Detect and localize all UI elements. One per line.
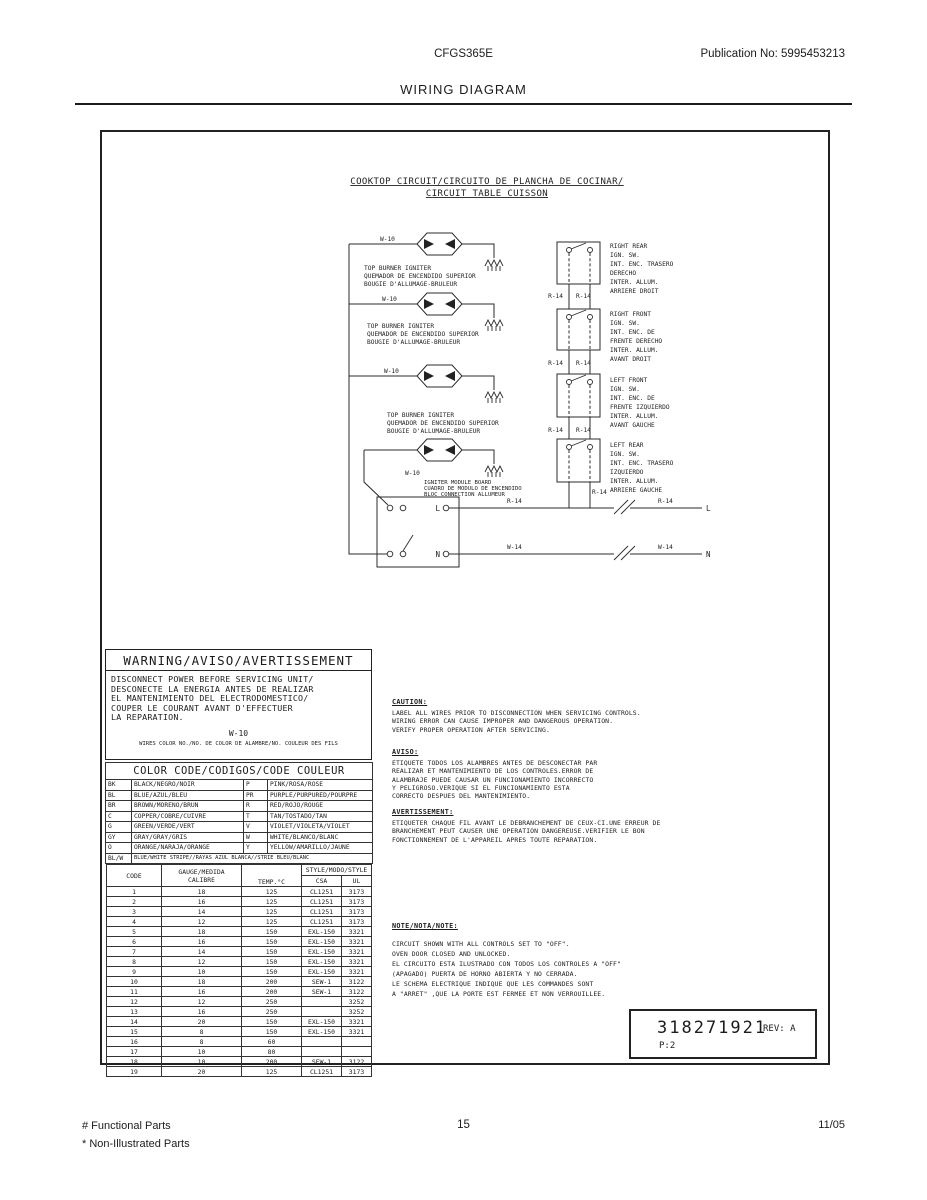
note-heading: NOTE/NOTA/NOTE: <box>392 922 458 930</box>
note-line: (APAGADO) PUERTA DE HORNO ABIERTA Y NO CERRADA. <box>392 970 578 978</box>
gauge-cell: CL1251 <box>302 897 342 907</box>
avertissement-line: FONCTIONNEMENT DE L'APPAREIL APRES TOUTE REPARATION. <box>392 835 598 844</box>
gauge-cell: 14 <box>162 907 242 917</box>
switch4-label: IGN. SW. <box>610 451 640 458</box>
color-row <box>106 822 373 833</box>
color-cell: BL/W <box>106 853 132 864</box>
wire-label: R-14 <box>548 427 563 434</box>
switch3-label: FRENTE IZQUIERDO <box>610 404 670 411</box>
wire-label: R-14 <box>576 293 591 300</box>
igniter1-label: QUEMADOR DE ENCENDIDO SUPERIOR <box>364 273 476 280</box>
color-cell: GRAY/GRAY/GRIS <box>132 832 244 843</box>
warning-box <box>105 649 372 760</box>
gauge-header-temp: TEMP.°C <box>242 865 302 887</box>
gauge-header-csa: CSA <box>302 876 342 887</box>
gauge-cell: 3252 <box>342 997 372 1007</box>
circuit-title-line1: COOKTOP CIRCUIT/CIRCUITO DE PLANCHA DE COCINAR/ <box>350 177 624 187</box>
gauge-cell: 125 <box>242 917 302 927</box>
header-rule <box>75 103 852 105</box>
gauge-table-body <box>107 887 372 1077</box>
gauge-row <box>107 977 372 987</box>
warning-title: WARNING/AVISO/AVERTISSEMENT <box>106 650 371 671</box>
switch3-label: LEFT FRONT <box>610 377 648 384</box>
switch1-label: DERECHO <box>610 270 637 277</box>
ignition-switch-left-rear <box>557 439 600 482</box>
gauge-cell: 10 <box>107 977 162 987</box>
gauge-cell: 1 <box>107 887 162 897</box>
gauge-cell: 18 <box>162 927 242 937</box>
color-code-table <box>105 762 373 864</box>
aviso-line: ALAMBRAJE PUEDE CAUSAR UN FUNCIONAMIENTO INCORRECTO <box>392 775 594 784</box>
module-label: CUADRO DE MODULO DE ENCENDIDO <box>424 486 522 492</box>
gauge-cell: 150 <box>242 967 302 977</box>
gauge-cell: 13 <box>107 1007 162 1017</box>
terminal-neutral-label: N <box>435 550 440 559</box>
color-row <box>106 801 373 812</box>
color-cell: G <box>106 822 132 833</box>
note-line: LE SCHEMA ELECTRIQUE INDIQUE QUE LES COMMANDES SONT <box>392 980 594 988</box>
diagram-frame <box>100 130 830 1076</box>
color-cell: P <box>244 780 268 791</box>
color-cell: TAN/TOSTADO/TAN <box>268 811 373 822</box>
spark-electrode-icon <box>485 260 503 271</box>
gauge-cell: 10 <box>162 1057 242 1067</box>
gauge-cell: 20 <box>162 1067 242 1077</box>
color-cell: BLACK/NEGRO/NOIR <box>132 780 244 791</box>
wire-label: R-14 <box>548 293 563 300</box>
neutral-bus-wire <box>349 244 387 554</box>
wire-label: W-14 <box>507 544 522 551</box>
wire-label: R-14 <box>507 498 522 505</box>
color-row <box>106 780 373 791</box>
caution-heading: CAUTION: <box>392 698 428 706</box>
avertissement-line: ETIQUETER CHAQUE FIL AVANT LE DEBRANCHEMENT DE CEUX-CI.UNE ERREUR DE <box>392 819 661 827</box>
gauge-table <box>106 864 372 1077</box>
gauge-row <box>107 997 372 1007</box>
aviso-line: ETIQUETE TODOS LOS ALAMBRES ANTES DE DESCONECTAR PAR <box>392 759 598 767</box>
color-code-title-row <box>106 763 373 780</box>
gauge-cell: 14 <box>107 1017 162 1027</box>
color-row <box>106 790 373 801</box>
gauge-cell: 3252 <box>342 1007 372 1017</box>
color-cell: RED/ROJO/ROUGE <box>268 801 373 812</box>
part-number-box <box>629 1009 817 1059</box>
switch1-label: RIGHT REAR <box>610 243 648 250</box>
gauge-cell <box>302 1037 342 1047</box>
gauge-row <box>107 927 372 937</box>
gauge-cell: CL1251 <box>302 917 342 927</box>
warning-line: DISCONNECT POWER BEFORE SERVICING UNIT/ <box>111 674 314 684</box>
gauge-cell: 3321 <box>342 947 372 957</box>
switch2-label: INTER. ALLUM. <box>610 347 659 354</box>
terminal-line-label: L <box>435 504 440 513</box>
gauge-row <box>107 957 372 967</box>
note-line: A "ARRET" ,QUE LA PORTE EST FERMEE ET NON VERROUILLEE. <box>392 990 606 998</box>
switch1-label: ARRIERE DROIT <box>610 288 659 295</box>
note-line: OVEN DOOR CLOSED AND UNLOCKED. <box>392 950 511 958</box>
gauge-cell: 3173 <box>342 1067 372 1077</box>
gauge-cell: EXL-150 <box>302 1017 342 1027</box>
gauge-cell: 3122 <box>342 977 372 987</box>
color-cell: BROWN/MORENO/BRUN <box>132 801 244 812</box>
gauge-row <box>107 1017 372 1027</box>
gauge-cell: 150 <box>242 937 302 947</box>
gauge-row <box>107 1027 372 1037</box>
warning-line: COUPER LE COURANT AVANT D'EFFECTUER <box>111 702 293 713</box>
switch1-label: IGN. SW. <box>610 252 640 259</box>
igniter3-label: BOUGIE D'ALLUMAGE-BRULEUR <box>387 428 481 435</box>
gauge-cell: 3321 <box>342 937 372 947</box>
color-cell: VIOLET/VIOLETA/VIOLET <box>268 822 373 833</box>
gauge-cell: 9 <box>107 967 162 977</box>
wire-label: W-10 <box>405 470 420 477</box>
color-cell: YELLOW/AMARILLO/JAUNE <box>268 843 373 854</box>
warning-line: DESCONECTE LA ENERGIA ANTES DE REALIZAR <box>111 683 314 694</box>
gauge-cell: 8 <box>162 1027 242 1037</box>
wire-label: R-14 <box>658 498 673 505</box>
gauge-cell <box>302 1007 342 1017</box>
aviso-line: Y PELIGROSO.VERIQUE SI EL FUNCIONAMIENTO ESTA <box>392 783 570 792</box>
gauge-cell: EXL-150 <box>302 967 342 977</box>
gauge-cell <box>342 1047 372 1057</box>
gauge-cell: EXL-150 <box>302 957 342 967</box>
part-page: P:2 <box>659 1041 676 1051</box>
gauge-cell: 17 <box>107 1047 162 1057</box>
color-stripe-row <box>106 853 373 864</box>
aviso-notice <box>392 748 727 800</box>
note-notice <box>392 922 727 999</box>
gauge-row <box>107 1007 372 1017</box>
gauge-header-style: STYLE/MODO/STYLE <box>302 865 372 876</box>
footer-non-illustrated-parts: * Non-Illustrated Parts <box>82 1138 190 1150</box>
switch4-label: INT. ENC. TRASERO <box>610 460 674 467</box>
gauge-cell: 10 <box>162 1047 242 1057</box>
gauge-row <box>107 1067 372 1077</box>
spark-electrode-icon <box>485 466 503 477</box>
gauge-cell: 3122 <box>342 987 372 997</box>
gauge-cell: 3173 <box>342 917 372 927</box>
neutral-out-label: N <box>706 550 711 559</box>
color-cell: GREEN/VERDE/VERT <box>132 822 244 833</box>
gauge-row <box>107 1047 372 1057</box>
color-cell: PR <box>244 790 268 801</box>
gauge-cell: 12 <box>162 997 242 1007</box>
part-revision: REV: A <box>763 1024 796 1034</box>
color-cell: BLUE/AZUL/BLEU <box>132 790 244 801</box>
wire-label: W-14 <box>658 544 673 551</box>
igniter2-label: QUEMADOR DE ENCENDIDO SUPERIOR <box>367 331 479 338</box>
gauge-cell: 150 <box>242 957 302 967</box>
gauge-cell: 250 <box>242 997 302 1007</box>
page-title: WIRING DIAGRAM <box>400 82 527 97</box>
gauge-cell: EXL-150 <box>302 1027 342 1037</box>
gauge-row <box>107 947 372 957</box>
igniter1-label: BOUGIE D'ALLUMAGE-BRULEUR <box>364 281 458 288</box>
color-cell: PINK/ROSA/ROSE <box>268 780 373 791</box>
warning-body <box>106 671 371 723</box>
color-cell: BLUE/WHITE STRIPE//RAYAS AZUL BLANCA//STRIE BLEU/BLANC <box>132 853 373 864</box>
caution-line: WIRING ERROR CAN CAUSE IMPROPER AND DANGEROUS OPERATION. <box>392 717 614 726</box>
gauge-cell: 3173 <box>342 887 372 897</box>
gauge-cell: 12 <box>107 997 162 1007</box>
gauge-cell: 3173 <box>342 907 372 917</box>
color-cell: T <box>244 811 268 822</box>
gauge-cell: 150 <box>242 947 302 957</box>
color-cell: COPPER/COBRE/CUIVRE <box>132 811 244 822</box>
avertissement-notice <box>392 808 727 844</box>
color-cell: WHITE/BLANCO/BLANC <box>268 832 373 843</box>
gauge-cell: 10 <box>162 967 242 977</box>
switch3-label: INT. ENC. DE <box>610 395 655 402</box>
gauge-cell: 150 <box>242 1027 302 1037</box>
gauge-cell: 8 <box>107 957 162 967</box>
color-cell: BR <box>106 801 132 812</box>
gauge-cell: 3321 <box>342 1027 372 1037</box>
gauge-cell: SEW-1 <box>302 1057 342 1067</box>
note-line: EL CIRCUITO ESTA ILUSTRADO CON TODOS LOS CONTROLES A "OFF" <box>392 960 621 968</box>
module-label: BLOC CONNECTION ALLUMEUR <box>424 492 505 498</box>
gauge-cell: 150 <box>242 1017 302 1027</box>
gauge-cell: 3 <box>107 907 162 917</box>
gauge-cell: 3321 <box>342 967 372 977</box>
model-number: CFGS365E <box>434 48 493 60</box>
warning-line: EL MANTENIMIENTO DEL ELECTRODOMESTICO/ <box>111 693 309 704</box>
wire-label: W-10 <box>382 296 397 303</box>
switch4-label: INTER. ALLUM. <box>610 478 659 485</box>
gauge-cell: EXL-150 <box>302 927 342 937</box>
gauge-cell <box>342 1037 372 1047</box>
gauge-cell: 16 <box>162 897 242 907</box>
gauge-cell: 16 <box>162 937 242 947</box>
gauge-header-gauge-line1: GAUGE/MEDIDA <box>178 867 225 876</box>
gauge-cell: 20 <box>162 1017 242 1027</box>
color-code-title: COLOR CODE/CODIGOS/CODE COULEUR <box>106 763 373 780</box>
ignition-switch-left-front <box>557 374 600 417</box>
gauge-cell: 3321 <box>342 1017 372 1027</box>
gauge-cell: SEW-1 <box>302 977 342 987</box>
gauge-cell: 2 <box>107 897 162 907</box>
wire-code-note: WIRES COLOR NO./NO. DE COLOR DE ALAMBRE/NO. COULEUR DES FILS <box>139 740 338 747</box>
switch4-label: IZQUIERDO <box>610 469 644 476</box>
color-cell: BK <box>106 780 132 791</box>
gauge-header-row <box>107 865 372 876</box>
switch4-label: LEFT REAR <box>610 442 644 449</box>
switch2-label: RIGHT FRONT <box>610 311 651 318</box>
color-cell: PURPLE/PURPURED/POURPRE <box>268 790 373 801</box>
igniter3-label: TOP BURNER IGNITER <box>387 412 455 419</box>
caution-line: LABEL ALL WIRES PRIOR TO DISCONNECTION WHEN SERVICING CONTROLS. <box>392 709 641 717</box>
gauge-header-code: CODE <box>107 865 162 887</box>
gauge-cell: 125 <box>242 1067 302 1077</box>
switch2-label: FRENTE DERECHO <box>610 338 663 345</box>
gauge-row <box>107 887 372 897</box>
color-cell: Y <box>244 843 268 854</box>
igniter-module-board <box>377 497 459 567</box>
color-cell: V <box>244 822 268 833</box>
color-cell: R <box>244 801 268 812</box>
switch2-label: AVANT DROIT <box>610 356 651 363</box>
gauge-cell: 125 <box>242 887 302 897</box>
color-row <box>106 811 373 822</box>
aviso-line: REALIZAR ET MANTENIMIENTO DE LOS CONTROLES.ERROR DE <box>392 767 594 776</box>
igniter2-label: TOP BURNER IGNITER <box>367 323 435 330</box>
gauge-cell: 4 <box>107 917 162 927</box>
wire-label: W-10 <box>384 368 399 375</box>
gauge-cell: 5 <box>107 927 162 937</box>
gauge-cell <box>302 997 342 1007</box>
spark-electrode-icon <box>485 392 503 403</box>
gauge-cell: 200 <box>242 977 302 987</box>
gauge-cell: CL1251 <box>302 907 342 917</box>
gauge-cell: 7 <box>107 947 162 957</box>
gauge-header-gauge <box>162 865 242 887</box>
switch3-label: AVANT GAUCHE <box>610 422 655 429</box>
switch2-label: IGN. SW. <box>610 320 640 327</box>
gauge-cell <box>302 1047 342 1057</box>
color-cell: W <box>244 832 268 843</box>
gauge-cell: 18 <box>162 977 242 987</box>
gauge-row <box>107 897 372 907</box>
gauge-row <box>107 1057 372 1067</box>
switch1-label: INTER. ALLUM. <box>610 279 659 286</box>
warning-line: LA REPARATION. <box>111 712 184 723</box>
gauge-cell: 12 <box>162 957 242 967</box>
line-out-label: L <box>706 504 711 513</box>
wire-break-icon <box>614 500 635 514</box>
gauge-cell: 60 <box>242 1037 302 1047</box>
gauge-cell: EXL-150 <box>302 947 342 957</box>
gauge-cell: 15 <box>107 1027 162 1037</box>
switch2-label: INT. ENC. DE <box>610 329 655 336</box>
wire-label: R-14 <box>592 489 607 496</box>
caution-line: VERIFY PROPER OPERATION AFTER SERVICING. <box>392 725 550 734</box>
gauge-cell: CL1251 <box>302 887 342 897</box>
gauge-cell: 250 <box>242 1007 302 1017</box>
aviso-line: CORRECTO DESPUES DEL MANTENIMIENTO. <box>392 792 531 801</box>
wire-label: W-10 <box>380 236 395 243</box>
switch3-label: IGN. SW. <box>610 386 640 393</box>
wire-break-icon <box>614 546 635 560</box>
gauge-row <box>107 917 372 927</box>
color-row <box>106 832 373 843</box>
gauge-row <box>107 937 372 947</box>
gauge-cell: 6 <box>107 937 162 947</box>
spark-electrode-icon <box>485 320 503 331</box>
gauge-cell: 12 <box>162 917 242 927</box>
gauge-cell: 3321 <box>342 927 372 937</box>
gauge-cell: 18 <box>162 887 242 897</box>
gauge-row <box>107 907 372 917</box>
gauge-cell: 14 <box>162 947 242 957</box>
gauge-cell: 11 <box>107 987 162 997</box>
switch1-label: INT. ENC. TRASERO <box>610 261 674 268</box>
gauge-cell: 125 <box>242 897 302 907</box>
footer-date: 11/05 <box>818 1119 845 1131</box>
footer-functional-parts: # Functional Parts <box>82 1120 171 1132</box>
color-cell: C <box>106 811 132 822</box>
gauge-header-gauge-line2: CALIBRE <box>188 875 215 884</box>
gauge-header-ul: UL <box>342 876 372 887</box>
caution-notice <box>392 698 727 734</box>
page-number: 15 <box>457 1119 470 1131</box>
gauge-cell: 3321 <box>342 957 372 967</box>
part-number: 318271921 <box>657 1018 768 1038</box>
ignition-switch-right-front <box>557 309 600 350</box>
wire-label: R-14 <box>548 360 563 367</box>
gauge-cell: 150 <box>242 927 302 937</box>
gauge-cell: 16 <box>162 987 242 997</box>
gauge-cell: 80 <box>242 1047 302 1057</box>
gauge-cell: 3173 <box>342 897 372 907</box>
gauge-cell: 200 <box>242 1057 302 1067</box>
igniter-symbol-4 <box>364 439 503 477</box>
wire-label: R-14 <box>576 360 591 367</box>
switch3-label: INTER. ALLUM. <box>610 413 659 420</box>
color-cell: GY <box>106 832 132 843</box>
color-row <box>106 843 373 854</box>
circuit-title-line2: CIRCUIT TABLE CUISSON <box>425 189 549 199</box>
igniter1-label: TOP BURNER IGNITER <box>364 265 432 272</box>
igniter-symbol-3 <box>349 365 503 403</box>
publication-number: Publication No: 5995453213 <box>700 48 845 60</box>
color-cell: O <box>106 843 132 854</box>
gauge-cell: EXL-150 <box>302 937 342 947</box>
color-code-body <box>106 780 373 854</box>
gauge-row <box>107 1037 372 1047</box>
module-label: IGNITER MODULE BOARD <box>424 480 492 486</box>
avertissement-line: BRANCHEMENT PEUT CAUSER UNE OPERATION DANGEREUSE.VERIFIER LE BON <box>392 827 645 836</box>
ignition-switch-right-rear <box>557 242 600 284</box>
igniter2-label: BOUGIE D'ALLUMAGE-BRULEUR <box>367 339 461 346</box>
avertissement-heading: AVERTISSEMENT: <box>392 808 454 816</box>
aviso-heading: AVISO: <box>392 748 419 756</box>
gauge-cell: 125 <box>242 907 302 917</box>
wire-code-example: W-10 <box>228 728 249 738</box>
wire-label: R-14 <box>576 427 591 434</box>
gauge-row <box>107 987 372 997</box>
gauge-cell: 16 <box>162 1007 242 1017</box>
gauge-cell: CL1251 <box>302 1067 342 1077</box>
switch4-label: ARRIERE GAUCHE <box>610 487 663 494</box>
gauge-cell: 3122 <box>342 1057 372 1067</box>
gauge-cell: 200 <box>242 987 302 997</box>
note-line: CIRCUIT SHOWN WITH ALL CONTROLS SET TO "OFF". <box>392 940 570 948</box>
gauge-cell: 19 <box>107 1067 162 1077</box>
gauge-cell: SEW-1 <box>302 987 342 997</box>
color-cell: BL <box>106 790 132 801</box>
igniter3-label: QUEMADOR DE ENCENDIDO SUPERIOR <box>387 420 499 427</box>
gauge-cell: 18 <box>107 1057 162 1067</box>
gauge-row <box>107 967 372 977</box>
gauge-cell: 16 <box>107 1037 162 1047</box>
color-cell: ORANGE/NARAJA/ORANGE <box>132 843 244 854</box>
gauge-cell: 8 <box>162 1037 242 1047</box>
